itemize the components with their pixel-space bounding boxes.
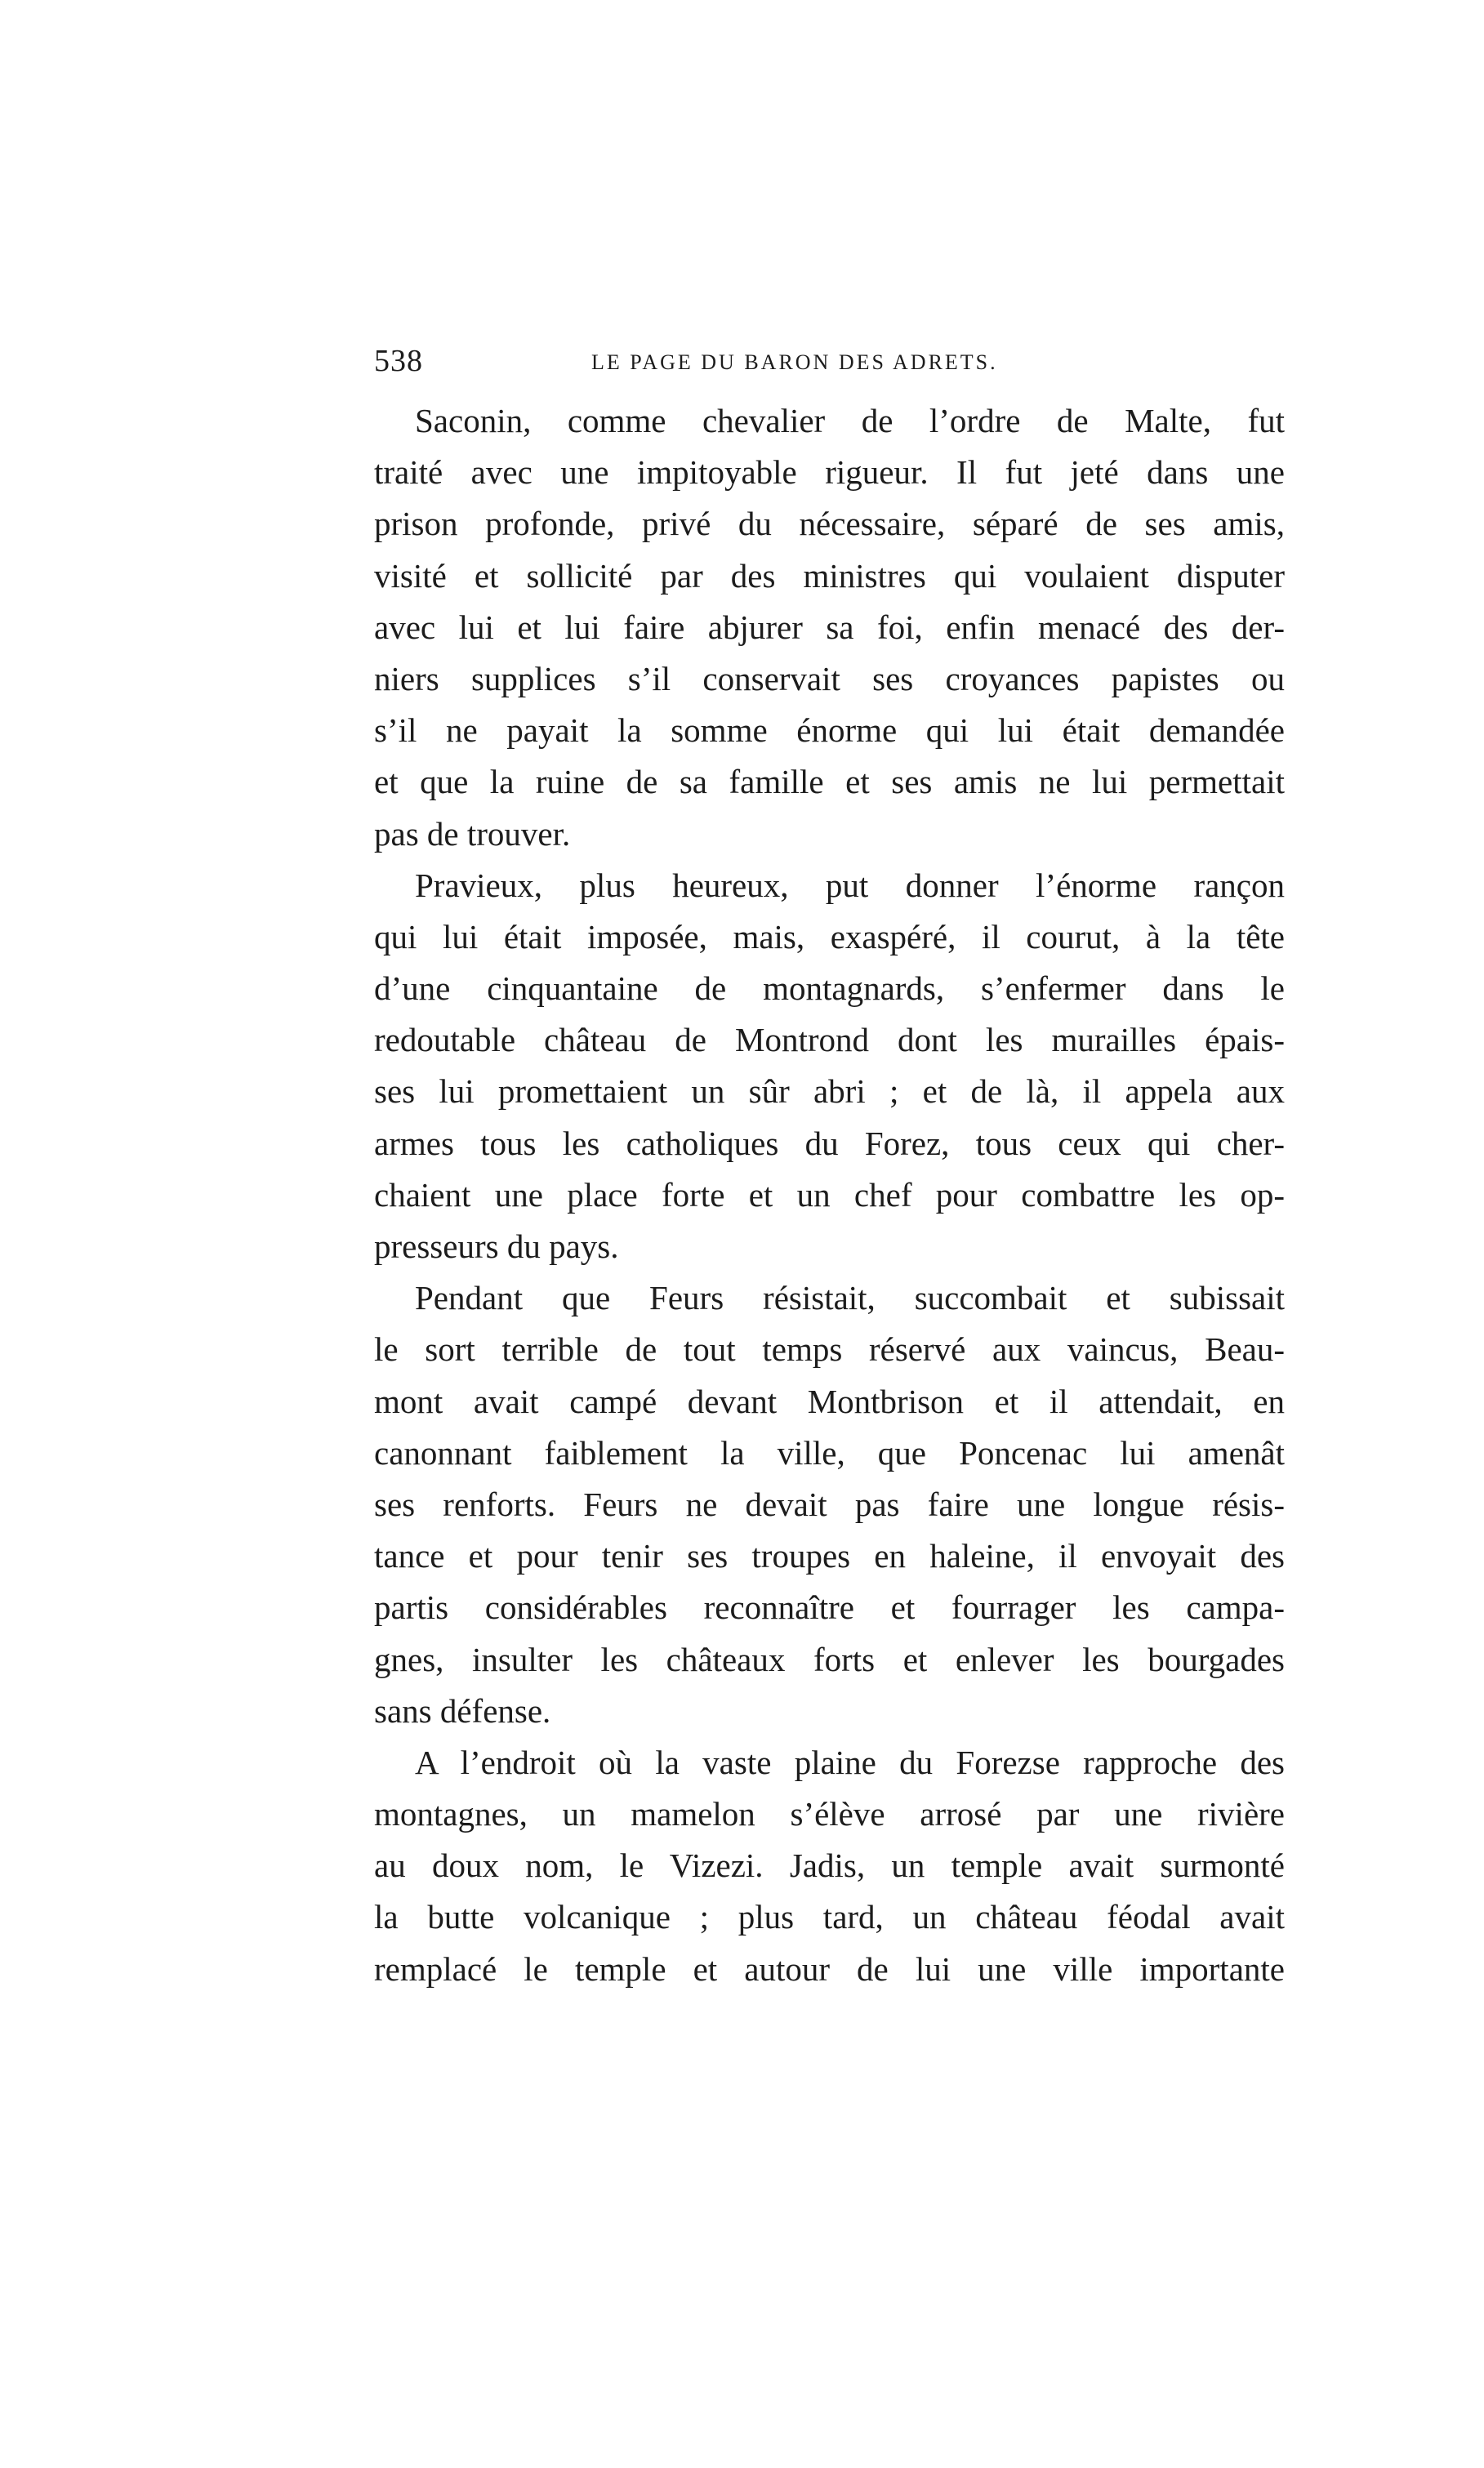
text-line: prison profonde, privé du nécessaire, séparé de ses amis, [374,505,1285,543]
paragraph [374,395,1285,860]
text-line: montagnes, un mamelon s’élève arrosé par une rivière [374,1795,1285,1833]
text-line: et que la ruine de sa famille et ses amis ne lui permettait [374,763,1285,801]
running-title: LE PAGE DU BARON DES ADRETS. [591,350,998,374]
text-line: presseurs du pays. [374,1227,619,1265]
body-text [374,395,1285,1995]
text-line: au doux nom, le Vizezi. Jadis, un temple avait surmonté [374,1847,1285,1885]
paragraph [374,860,1285,1273]
text-line: ses renforts. Feurs ne devait pas faire une longue résis- [374,1485,1285,1523]
text-line: d’une cinquantaine de montagnards, s’enfermer dans le [374,969,1285,1008]
text-line: partis considérables reconnaître et fourrager les campa- [374,1588,1285,1627]
paragraph [374,1272,1285,1737]
text-line: tance et pour tenir ses troupes en haleine, il envoyait des [374,1537,1285,1575]
text-line: qui lui était imposée, mais, exaspéré, il courut, à la tête [374,917,1285,956]
text-line: chaient une place forte et un chef pour combattre les op- [374,1175,1285,1214]
text-line: s’il ne payait la somme énorme qui lui était demandée [374,711,1285,750]
text-line: redoutable château de Montrond dont les murailles épais- [374,1021,1285,1059]
text-line: Pendant que Feurs résistait, succombait et subissait [415,1279,1285,1317]
text-line: remplacé le temple et autour de lui une ville importante [374,1949,1285,1988]
text-line: sans défense. [374,1691,551,1730]
text-line: pas de trouver. [374,814,571,853]
text-line: ses lui promettaient un sûr abri ; et de là, il appela aux [374,1072,1285,1111]
text-line: avec lui et lui faire abjurer sa foi, enfin menacé des der- [374,608,1285,646]
page-number: 538 [374,344,423,378]
text-line: visité et sollicité par des ministres qui voulaient disputer [374,556,1285,595]
text-line: le sort terrible de tout temps réservé aux vaincus, Beau- [374,1330,1285,1369]
text-line: la butte volcanique ; plus tard, un château féodal avait [374,1898,1285,1936]
text-line: gnes, insulter les châteaux forts et enlever les bourgades [374,1640,1285,1678]
paragraph [374,1737,1285,1995]
text-line: mont avait campé devant Montbrison et il attendait, en [374,1382,1285,1420]
text-line: A l’endroit où la vaste plaine du Forezse rapproche des [415,1743,1285,1781]
text-line: armes tous les catholiques du Forez, tous ceux qui cher- [374,1124,1285,1162]
page-header [374,343,1289,384]
text-line: Pravieux, plus heureux, put donner l’énorme rançon [415,866,1285,904]
text-line: Saconin, comme chevalier de l’ordre de Malte, fut [415,402,1285,439]
text-line: canonnant faiblement la ville, que Poncenac lui amenât [374,1433,1285,1472]
text-line: niers supplices s’il conservait ses croyances papistes ou [374,659,1285,697]
text-line: traité avec une impitoyable rigueur. Il fut jeté dans une [374,453,1285,492]
